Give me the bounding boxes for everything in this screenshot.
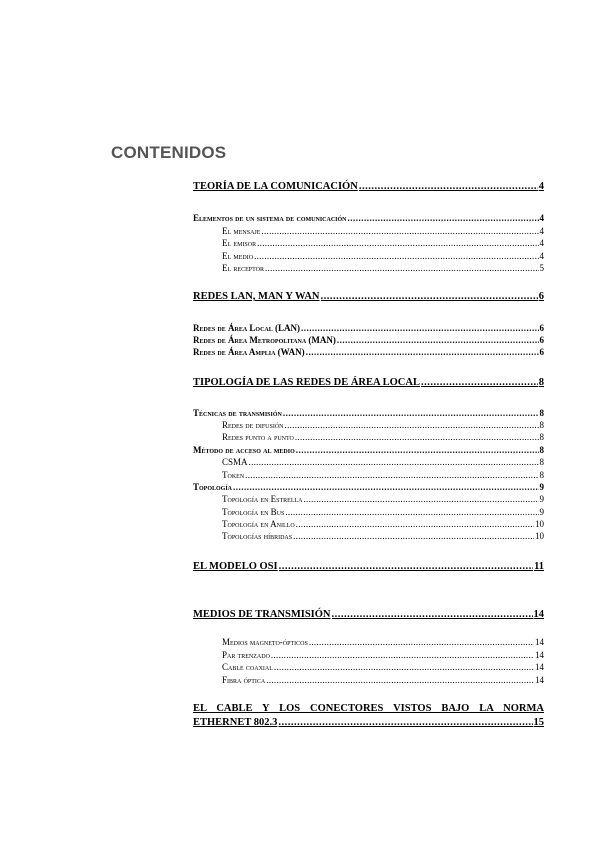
toc-entry-page: 5 <box>539 263 544 273</box>
toc-entry-title: CSMA <box>222 457 248 467</box>
dot-leader <box>296 518 534 530</box>
dot-leader <box>321 291 538 303</box>
dot-leader <box>301 322 538 334</box>
toc-entry-title-line2: ETHERNET 802.3 <box>193 717 278 728</box>
toc-entry-title: El receptor <box>222 263 264 273</box>
toc-entry[interactable] <box>193 674 544 686</box>
toc-entry[interactable] <box>193 506 544 518</box>
toc-entry-title: Token <box>222 470 245 480</box>
toc-entry[interactable] <box>193 518 544 530</box>
toc-entry[interactable] <box>193 649 544 661</box>
dot-leader <box>304 493 539 505</box>
toc-entry[interactable] <box>193 212 544 224</box>
toc-entry-page: 15 <box>533 717 544 728</box>
toc-entry[interactable] <box>193 181 544 193</box>
toc-entry-title: Par trenzado <box>222 650 270 660</box>
toc-entry-page: 6 <box>539 323 544 333</box>
dot-leader <box>285 419 539 431</box>
toc-entry[interactable] <box>193 636 544 648</box>
toc-entry[interactable] <box>193 661 544 673</box>
dot-leader <box>274 661 534 673</box>
toc-entry-page: 8 <box>539 420 544 430</box>
toc-entry-title: REDES LAN, MAN Y WAN <box>193 291 320 302</box>
dot-leader <box>348 212 539 224</box>
dot-leader <box>254 250 538 262</box>
dot-leader <box>283 407 539 419</box>
toc-entry-page: 14 <box>535 637 544 647</box>
toc-entry-page: 4 <box>539 226 544 236</box>
dot-leader <box>257 237 538 249</box>
toc-entry-title: TIPOLOGÍA DE LAS REDES DE ÁREA LOCAL <box>193 377 420 388</box>
toc-entry-title: Redes de Área Amplia (WAN) <box>193 347 305 357</box>
dot-leader <box>271 649 534 661</box>
toc-entry-title: El mensaje <box>222 226 261 236</box>
toc-entry[interactable] <box>193 444 544 456</box>
toc-entry-title: Redes de difusión <box>222 420 284 430</box>
dot-leader <box>266 674 534 686</box>
toc-entry-title: Fibra óptica <box>222 675 266 685</box>
toc-entry-page: 8 <box>538 377 544 388</box>
toc-entry-title: Método de acceso al medio <box>193 445 295 455</box>
toc-entry-page: 11 <box>534 561 544 572</box>
toc-entry-title: Topología en Estrella <box>222 494 303 504</box>
toc-entry[interactable] <box>193 493 544 505</box>
dot-leader <box>279 561 533 573</box>
toc-entry[interactable] <box>193 431 544 443</box>
toc-entry-page: 14 <box>535 675 544 685</box>
toc-entry[interactable] <box>193 262 544 274</box>
toc-entry-page: 4 <box>539 238 544 248</box>
toc-entry[interactable] <box>193 377 544 389</box>
toc-entry[interactable] <box>193 322 544 334</box>
toc-entry-title: Medios magneto-ópticos <box>222 637 308 647</box>
toc-entry-title: TEORÍA DE LA COMUNICACIÓN <box>193 181 358 192</box>
dot-leader <box>296 444 539 456</box>
toc-entry-page: 14 <box>533 609 544 620</box>
toc-entry[interactable] <box>193 225 544 237</box>
toc-entry-title: Elementos de un sistema de comunicación <box>193 213 347 223</box>
toc-entry-page: 6 <box>539 347 544 357</box>
dot-leader <box>359 181 538 193</box>
toc-entry-page: 9 <box>539 482 544 492</box>
dot-leader <box>332 609 533 621</box>
dot-leader <box>233 481 538 493</box>
toc-entry-title: Técnicas de transmisión <box>193 408 282 418</box>
toc-entry-title: Redes de Área Local (LAN) <box>193 323 301 333</box>
toc-entry-page: 8 <box>539 408 544 418</box>
toc-entry-page: 8 <box>539 470 544 480</box>
toc-entry-title: El medio <box>222 251 254 261</box>
toc-entry-page: 10 <box>535 519 544 529</box>
toc-entry-title: Topología <box>193 482 233 492</box>
toc-entry-title-line1: EL CABLE Y LOS CONECTORES VISTOS BAJO LA NORMA <box>193 703 544 714</box>
toc-entry-page: 10 <box>535 531 544 541</box>
toc-entry-page: 4 <box>539 251 544 261</box>
dot-leader <box>309 636 534 648</box>
toc-entry[interactable] <box>193 250 544 262</box>
toc-entry-page: 8 <box>539 445 544 455</box>
dot-leader <box>306 346 539 358</box>
toc-entry-page: 4 <box>538 181 544 192</box>
toc-entry-cable-conectores[interactable] <box>193 702 544 730</box>
toc-entry[interactable] <box>193 291 544 303</box>
toc-entry-page: 8 <box>539 432 544 442</box>
toc-entry[interactable] <box>193 469 544 481</box>
toc-entry-title: Redes punto a punto <box>222 432 294 442</box>
toc-entry-page: 6 <box>539 335 544 345</box>
toc-entry-title: EL MODELO OSI <box>193 561 278 572</box>
toc-entry[interactable] <box>193 334 544 346</box>
toc-entry-page: 8 <box>539 457 544 467</box>
toc-entry[interactable] <box>193 481 544 493</box>
toc-entry[interactable] <box>193 407 544 419</box>
dot-leader <box>261 225 538 237</box>
toc-entry-title: MEDIOS DE TRANSMISIÓN <box>193 609 331 620</box>
toc-entry[interactable] <box>193 456 544 468</box>
toc-entry-page: 14 <box>535 662 544 672</box>
toc-entry-page: 9 <box>539 494 544 504</box>
toc-entry-title: Topologías híbridas <box>222 531 293 541</box>
dot-leader <box>421 377 538 389</box>
toc-entry-title: Cable coaxial <box>222 662 273 672</box>
toc-entry[interactable] <box>193 419 544 431</box>
toc-entry[interactable] <box>193 237 544 249</box>
page-title: CONTENIDOS <box>111 143 227 162</box>
toc-entry-page: 4 <box>539 213 544 223</box>
toc-entry[interactable] <box>193 609 544 621</box>
toc-entry[interactable] <box>193 561 544 573</box>
dot-leader <box>265 262 539 274</box>
dot-leader <box>337 334 539 346</box>
toc-entry-page: 14 <box>535 650 544 660</box>
toc-entry-page: 6 <box>538 291 544 302</box>
toc-entry[interactable] <box>193 530 544 542</box>
dot-leader <box>285 506 538 518</box>
toc-entry-title: Topología en Anillo <box>222 519 295 529</box>
toc-entry[interactable] <box>193 346 544 358</box>
toc-entry-title: Topología en Bus <box>222 507 285 517</box>
dot-leader <box>249 456 539 468</box>
dot-leader <box>293 530 534 542</box>
toc-entry-title: Redes de Área Metropolitana (MAN) <box>193 335 336 345</box>
dot-leader <box>278 716 532 730</box>
dot-leader <box>295 431 539 443</box>
toc-entry-title: El emisor <box>222 238 257 248</box>
dot-leader <box>245 469 538 481</box>
toc-entry-page: 9 <box>539 507 544 517</box>
